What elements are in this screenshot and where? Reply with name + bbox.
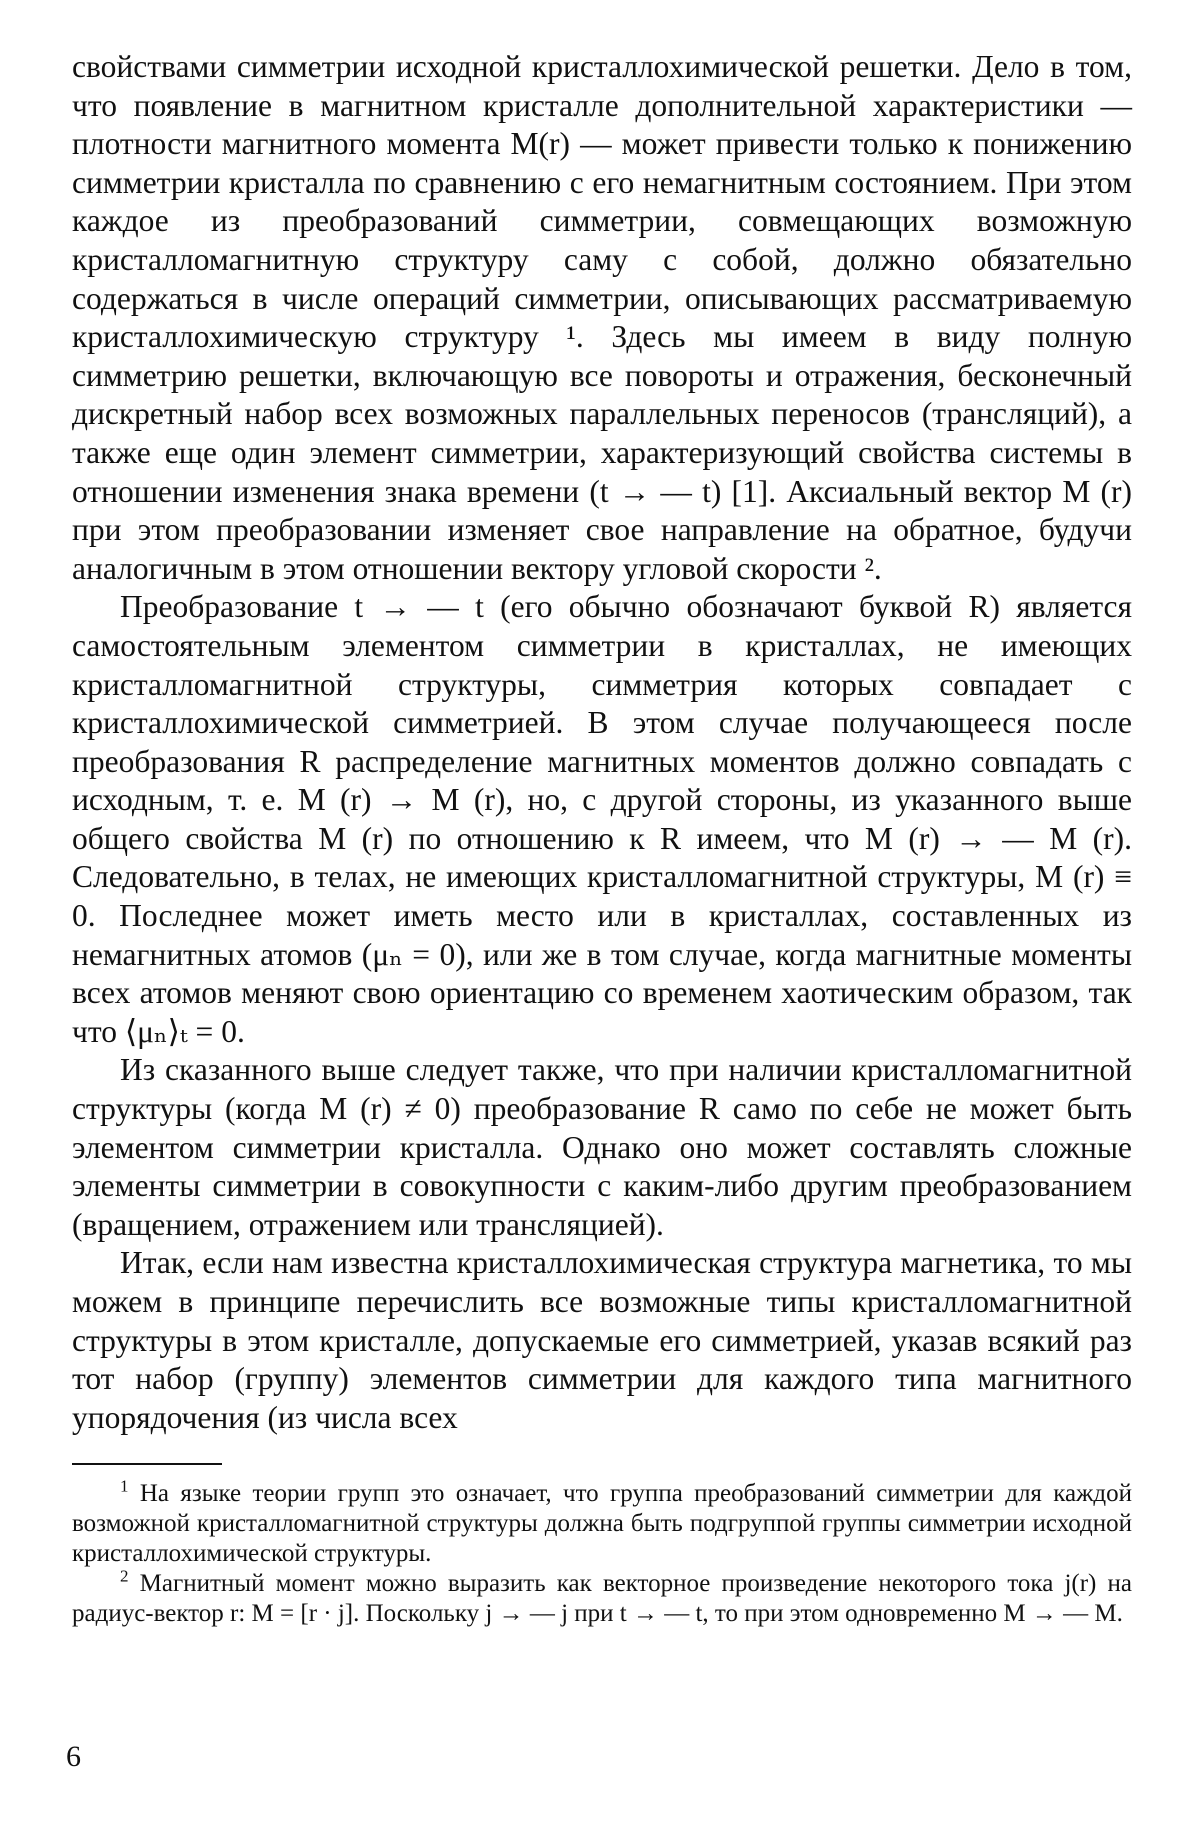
body-paragraph-3 bbox=[72, 1051, 1132, 1244]
footnote-marker: 1 bbox=[120, 1477, 129, 1497]
paragraph-text: Из сказанного выше следует также, что при наличии кристалломагнитной структуры (когда M (r) ≠ 0) преобразование R само по себе не может быть элементом симметрии кристалла. Однако оно может составлять сложные элементы симметрии в совокупности с каким-либо другим преобразованием (вращением, отражением или трансляцией). bbox=[72, 1052, 1132, 1242]
body-paragraph-1 bbox=[72, 48, 1132, 588]
body-paragraph-2 bbox=[72, 588, 1132, 1051]
paragraph-text: Итак, если нам известна кристаллохимическая структура магнетика, то мы можем в принципе перечислить все возможные типы кристалломагнитной структуры в этом кристалле, допускаемые его симметрией, указав всякий раз тот набор (группу) элементов симметрии для каждого типа магнитного упорядочения (из числа всех bbox=[72, 1245, 1132, 1435]
body-paragraph-4 bbox=[72, 1244, 1132, 1437]
page-number: 6 bbox=[66, 1740, 81, 1773]
footnote-2 bbox=[72, 1569, 1132, 1629]
paragraph-text: Преобразование t → — t (его обычно обозначают буквой R) является самостоятельным элементом симметрии в кристаллах, не имеющих кристалломагнитной структуры, симметрия которых совпадает с кристаллохимической симметрией. В этом случае получающееся после преобразования R распределение магнитных моментов должно совпадать с исходным, т. е. M (r) → M (r), но, с другой стороны, из указанного выше общего свойства M (r) по отношению к R имеем, что M (r) → — M (r). Следовательно, в телах, не имеющих кристалломагнитной структуры, M (r) ≡ 0. Последнее может иметь место или в кристаллах, составленных из немагнитных атомов (μₙ = 0), или же в том случае, когда магнитные моменты всех атомов меняют свою ориентацию со временем хаотическим образом, так что ⟨μₙ⟩ₜ = 0. bbox=[72, 589, 1132, 1049]
footnote-1 bbox=[72, 1479, 1132, 1569]
footnote-divider bbox=[72, 1463, 222, 1465]
book-page bbox=[72, 48, 1132, 1629]
paragraph-text: свойствами симметрии исходной кристаллохимической решетки. Дело в том, что появление в магнитном кристалле дополнительной характеристики — плотности магнитного момента M(r) — может привести только к понижению симметрии кристалла по сравнению с его немагнитным состоянием. При этом каждое из преобразований симметрии, совмещающих возможную кристалломагнитную структуру саму с собой, должно обязательно содержаться в числе операций симметрии, описывающих рассматриваемую кристаллохимическую структуру ¹. Здесь мы имеем в виду полную симметрию решетки, включающую все повороты и отражения, бесконечный дискретный набор всех возможных параллельных переносов (трансляций), а также еще один элемент симметрии, характеризующий свойства системы в отношении изменения знака времени (t → — t) [1]. Аксиальный вектор M (r) при этом преобразовании изменяет свое направление на обратное, будучи аналогичным в этом отношении вектору угловой скорости ². bbox=[72, 49, 1132, 586]
footnote-marker: 2 bbox=[120, 1567, 129, 1587]
footnote-text: Магнитный момент можно выразить как векторное произведение некоторого тока j(r) на радиус-вектор r: M = [r · j]. Поскольку j → — j при t → — t, то при этом одновременно M → — M. bbox=[72, 1570, 1132, 1628]
footnote-text: На языке теории групп это означает, что группа преобразований симметрии для каждой возможной кристалломагнитной структуры должна быть подгруппой группы симметрии исходной кристаллохимической структуры. bbox=[72, 1480, 1132, 1568]
